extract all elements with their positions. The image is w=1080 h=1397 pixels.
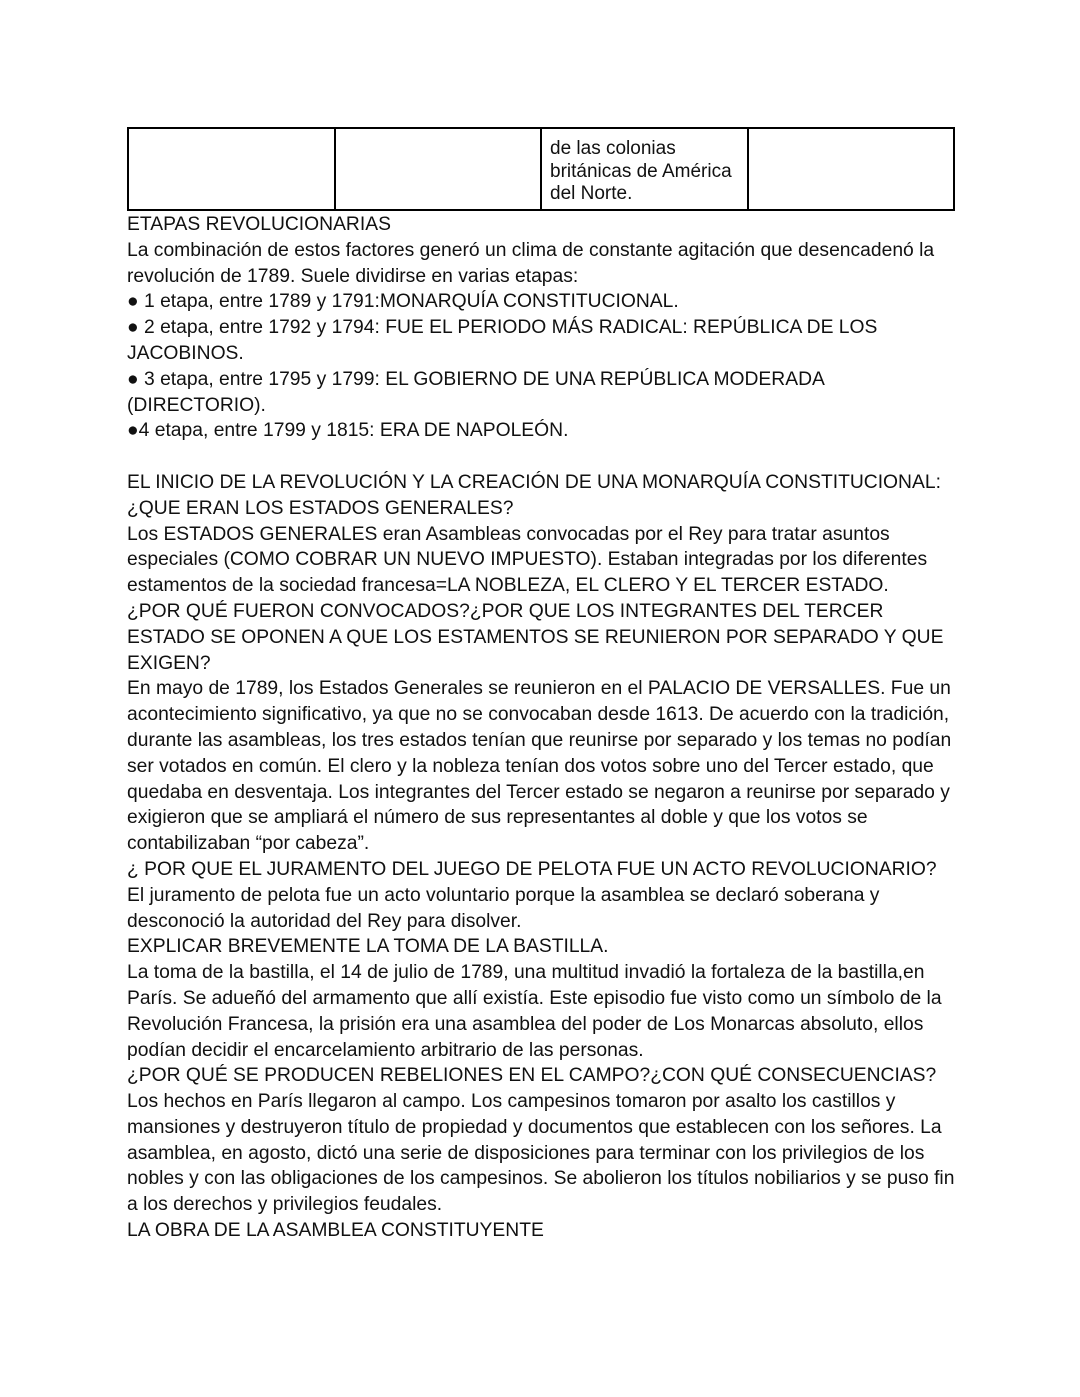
list-item: ●4 etapa, entre 1799 y 1815: ERA DE NAPOLEÓN. [127,420,569,442]
section-heading: EL INICIO DE LA REVOLUCIÓN Y LA CREACIÓN DE UNA MONARQUÍA CONSTITUCIONAL: [127,471,941,493]
table-cell: de las colonias británicas de América del Norte. [541,128,748,210]
question: ¿QUE ERAN LOS ESTADOS GENERALES? [127,497,514,519]
question: ¿ POR QUE EL JURAMENTO DEL JUEGO DE PELOTA FUE UN ACTO REVOLUCIONARIO? [127,858,937,880]
etapas-intro: La combinación de estos factores generó un clima de constante agitación que desencadenó la revolución de 1789. Suele dividirse en varias etapas: [127,239,935,287]
spacer [127,444,955,470]
table-cell [335,128,542,210]
question: EXPLICAR BREVEMENTE LA TOMA DE LA BASTILLA. [127,936,609,958]
table-row [128,128,954,210]
list-item: ● 3 etapa, entre 1795 y 1799: EL GOBIERNO DE UNA REPÚBLICA MODERADA (DIRECTORIO). [127,368,824,416]
continuation-table [127,127,955,211]
document-body [127,212,955,1244]
list-item: ● 2 etapa, entre 1792 y 1794: FUE EL PERIODO MÁS RADICAL: REPÚBLICA DE LOS JACOBINOS. [127,317,878,364]
question: ¿POR QUÉ FUERON CONVOCADOS?¿POR QUE LOS INTEGRANTES DEL TERCER ESTADO SE OPONEN A QUE LOS ESTAMENTOS SE REUNIERON POR SEPARADO Y QUE EXIGEN? [127,600,944,674]
answer: Los ESTADOS GENERALES eran Asambleas convocadas por el Rey para tratar asuntos especiales (COMO COBRAR UN NUEVO IMPUESTO). Estaban integradas por los diferentes estamentos de la sociedad francesa=LA NOBLEZA, EL CLERO Y EL TERCER ESTADO. [127,523,928,597]
answer: La toma de la bastilla, el 14 de julio de 1789, una multitud invadió la fortaleza de la bastilla,en París. Se adueñó del armamento que allí existía. Este episodio fue visto como un símbolo de la Revolución Francesa, la prisión era una asamblea del poder de Los Monarcas absoluto, ellos podían decidir el encarcelamiento arbitrario de las personas. [127,962,942,1061]
document-page [127,127,955,1244]
answer: El juramento de pelota fue un acto voluntario porque la asamblea se declaró soberana y desconoció la autoridad del Rey para disolver. [127,884,880,932]
table-cell [748,128,955,210]
answer: En mayo de 1789, los Estados Generales se reunieron en el PALACIO DE VERSALLES. Fue un acontecimiento significativo, ya que no se convocaban desde 1613. De acuerdo con la tradición, durante las asambleas, los tres estados tenían que reunirse por separado y los temas no podían ser votados en común. El clero y la nobleza tenían dos votos sobre uno del Tercer estado, que quedaba en desventaja. Los integrantes del Tercer estado se negaron a reunirse por separado y exigieron que se ampliará el número de sus representantes al doble y que los votos se contabilizaban “por cabeza”. [127,678,952,855]
table-cell [128,128,335,210]
question: ¿POR QUÉ SE PRODUCEN REBELIONES EN EL CAMPO?¿CON QUÉ CONSECUENCIAS? [127,1065,937,1087]
section-heading: LA OBRA DE LA ASAMBLEA CONSTITUYENTE [127,1220,544,1242]
etapas-heading: ETAPAS REVOLUCIONARIAS [127,214,391,235]
answer: Los hechos en París llegaron al campo. Los campesinos tomaron por asalto los castillos y mansiones y destruyeron título de propiedad y documentos que establecen con los señores. La asamblea, en agosto, dictó una serie de disposiciones para terminar con los privilegios de los nobles y con las obligaciones de los campesinos. Se abolieron los títulos nobiliarios y se puso fin a los derechos y privilegios feudales. [127,1091,955,1216]
list-item: ● 1 etapa, entre 1789 y 1791:MONARQUÍA CONSTITUCIONAL. [127,291,679,313]
